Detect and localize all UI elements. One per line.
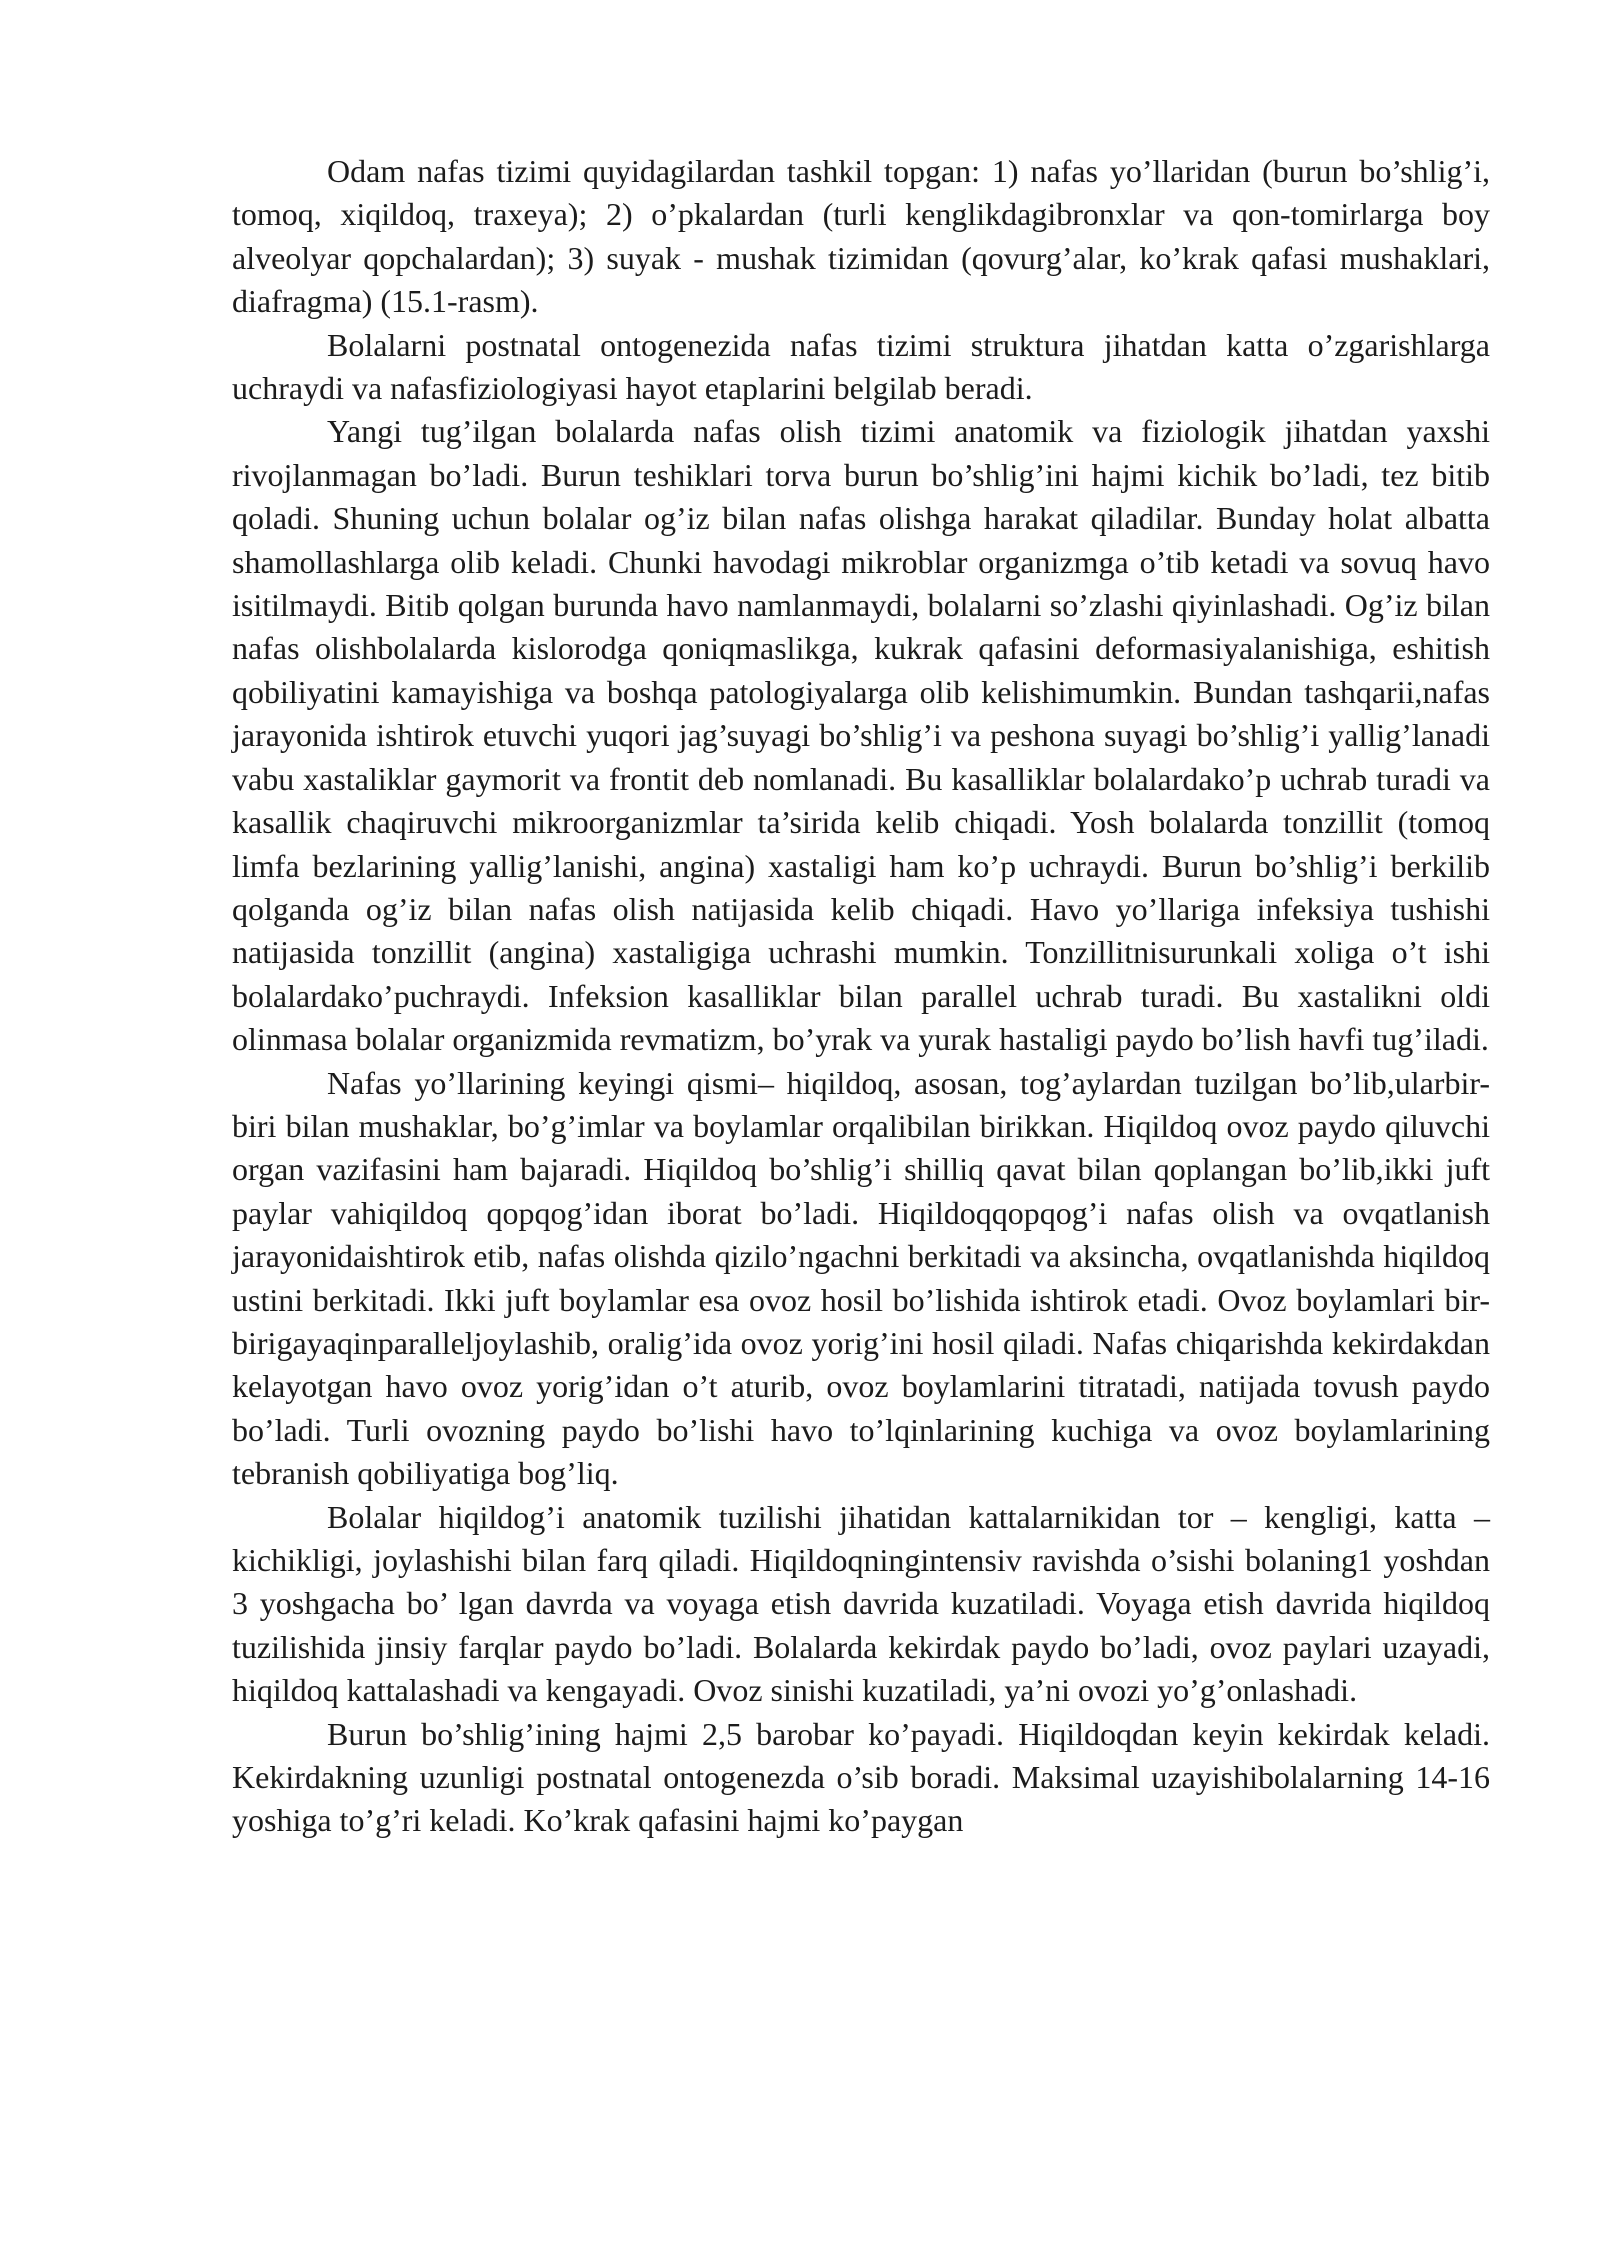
body-text xyxy=(232,150,1490,1843)
paragraph-larynx-structure: Nafas yo’llarining keyingi qismi– hiqildoq, asosan, tog’aylardan tuzilgan bo’lib,ularbir-biri bilan mushaklar, bo’g’imlar va boylamlar orqalibilan birikkan. Hiqildoq ovoz paydo qiluvchi organ vazifasini ham bajaradi. Hiqildoq bo’shlig’i shilliq qavat bilan qoplangan bo’lib,ikki juft paylar vahiqildoq qopqog’idan iborat bo’ladi. Hiqildoqqopqog’i nafas olish va ovqatlanish jarayonidaishtirok etib, nafas olishda qizilo’ngachni berkitadi va aksincha, ovqatlanishda hiqildoq ustini berkitadi. Ikki juft boylamlar esa ovoz hosil bo’lishida ishtirok etadi. Ovoz boylamlari bir-birigayaqinparalleljoylashib, oralig’ida ovoz yorig’ini hosil qiladi. Nafas chiqarishda kekirdakdan kelayotgan havo ovoz yorig’idan o’t aturib, ovoz boylamlarini titratadi, natijada tovush paydo bo’ladi. Turli ovozning paydo bo’lishi havo to’lqinlarining kuchiga va ovoz boylamlarining tebranish qobiliyatiga bog’liq. xyxy=(232,1064,1490,1492)
paragraph-child-larynx: Bolalar hiqildog’i anatomik tuzilishi jihatidan kattalarnikidan tor – kengligi, katta – kichikligi, joylashishi bilan farq qiladi. Hiqildoqningintensiv ravishda o’sishi bolaning1 yoshdan 3 yoshgacha bo’ lgan davrda va voyaga etish davrida kuzatiladi. Voyaga etish davrida hiqildoq tuzilishida jinsiy farqlar paydo bo’ladi. Bolalarda kekirdak paydo bo’ladi, ovoz paylari uzayadi, hiqildoq kattalashadi va kengayadi. Ovoz sinishi kuzatiladi, ya’ni ovozi yo’g’onlashadi. xyxy=(232,1498,1490,1709)
paragraph-postnatal-ontogenesis: Bolalarni postnatal ontogenezida nafas tizimi struktura jihatdan katta o’zgarishlarga uchraydi va nafasfiziologiyasi hayot etaplarini belgilab beradi. xyxy=(232,326,1490,407)
paragraph-respiratory-system-overview: Odam nafas tizimi quyidagilardan tashkil topgan: 1) nafas yo’llaridan (burun bo’shlig’i, tomoq, xiqildoq, traxeya); 2) o’pkalardan (turli kenglikdagibronxlar va qon-tomirlarga boy alveolyar qopchalardan); 3) suyak - mushak tizimidan (qovurg’alar, ko’krak qafasi mushaklari, diafragma) (15.1-rasm). xyxy=(232,153,1490,320)
paragraph-nasal-cavity-trachea: Burun bo’shlig’ining hajmi 2,5 barobar ko’payadi. Hiqildoqdan keyin kekirdak keladi. Kekirdakning uzunligi postnatal ontogenezda o’sib boradi. Maksimal uzayishibolalarning 14-16 yoshiga to’g’ri keladi. Ko’krak qafasini hajmi ko’paygan xyxy=(232,1715,1490,1839)
paragraph-newborn-respiration: Yangi tug’ilgan bolalarda nafas olish tizimi anatomik va fiziologik jihatdan yaxshi rivojlanmagan bo’ladi. Burun teshiklari torva burun bo’shlig’ini hajmi kichik bo’ladi, tez bitib qoladi. Shuning uchun bolalar og’iz bilan nafas olishga harakat qiladilar. Bunday holat albatta shamollashlarga olib keladi. Chunki havodagi mikroblar organizmga o’tib ketadi va sovuq havo isitilmaydi. Bitib qolgan burunda havo namlanmaydi, bolalarni so’zlashi qiyinlashadi. Og’iz bilan nafas olishbolalarda kislorodga qoniqmaslikga, kukrak qafasini deformasiyalanishiga, eshitish qobiliyatini kamayishiga va boshqa patologiyalarga olib kelishimumkin. Bundan tashqarii,nafas jarayonida ishtirok etuvchi yuqori jag’suyagi bo’shlig’i va peshona suyagi bo’shlig’i yallig’lanadi vabu xastaliklar gaymorit va frontit deb nomlanadi. Bu kasalliklar bolalardako’p uchrab turadi va kasallik chaqiruvchi mikroorganizmlar ta’sirida kelib chiqadi. Yosh bolalarda tonzillit (tomoq limfa bezlarining yallig’lanishi, angina) xastaligi ham ko’p uchraydi. Burun bo’shlig’i berkilib qolganda og’iz bilan nafas olish natijasida kelib chiqadi. Havo yo’llariga infeksiya tushishi natijasida tonzillit (angina) xastaligiga uchrashi mumkin. Tonzillitnisurunkali xoliga o’t ishi bolalardako’puchraydi. Infeksion kasalliklar bilan parallel uchrab turadi. Bu xastalikni oldi olinmasa bolalar organizmida revmatizm, bo’yrak va yurak hastaligi paydo bo’lish havfi tug’iladi. xyxy=(232,413,1490,1058)
